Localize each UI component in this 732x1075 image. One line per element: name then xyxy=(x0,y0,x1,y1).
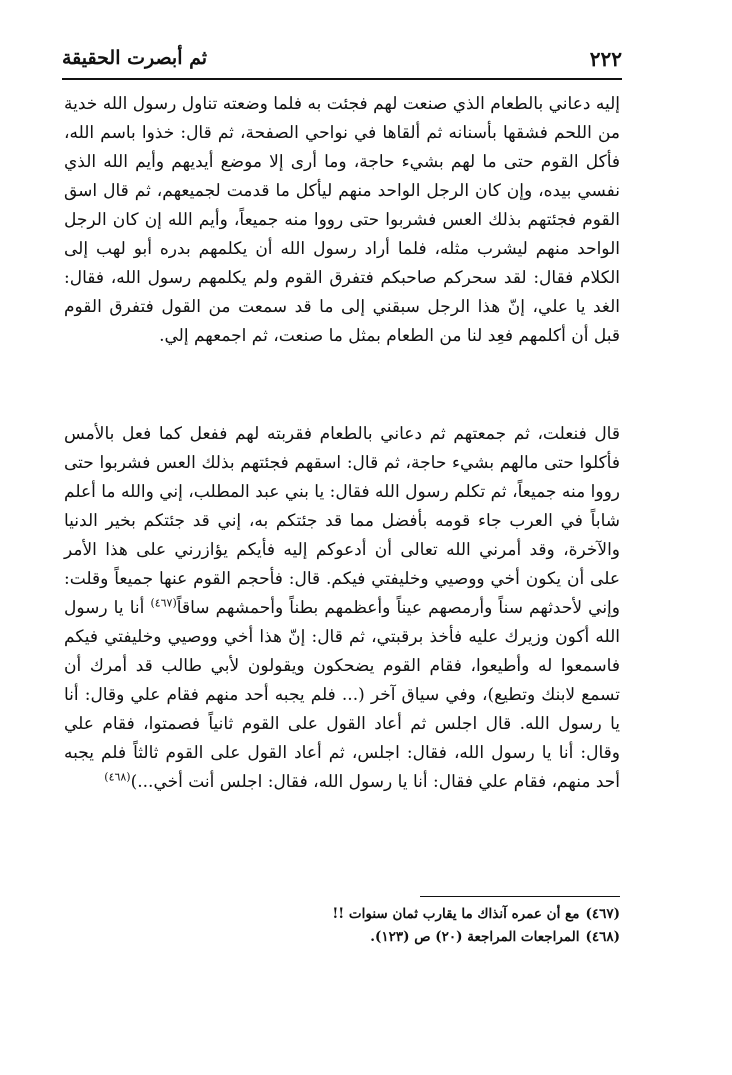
footnote-468 xyxy=(64,926,620,949)
paragraph-text xyxy=(64,420,620,797)
footnote-reference-467[interactable]: (٤٦٧) xyxy=(150,596,177,610)
page-header xyxy=(62,45,622,75)
footnotes xyxy=(64,903,620,949)
header-rule xyxy=(62,78,622,80)
footnote-467 xyxy=(64,903,620,926)
paragraph-segment: أنا يا رسول الله أكون وزيرك عليه فأخذ برقبتي، ثم قال: إنّ هذا أخي ووصيي وخليفتي فيكم فاسمعوا له وأطيعوا، فقام القوم يضحكون ويقولون لأبي طالب قد أمرك أن تسمع لابنك وتطيع)، وفي سياق آخر (... فلم يجبه أحد منهم فقام علي وقال: أنا يا رسول الله. قال اجلس ثم أعاد القول على القوم ثانياً فصمتوا، فقام علي وقال: أنا يا رسول الله، فقال: اجلس، ثم أعاد القول على القوم ثالثاً فلم يجبه أحد منهم، فقام علي فقال: أنا يا رسول الله، فقال: اجلس أنت أخي...) xyxy=(64,598,620,792)
footnote-number: (٤٦٧) xyxy=(585,906,620,922)
paragraph-segment: قال فنعلت، ثم جمعتهم ثم دعاني بالطعام فقربته لهم ففعل كما فعل بالأمس فأكلوا حتى مالهم بشيء حاجة، ثم قال: اسقهم فجئتهم بذلك العس فشربوا حتى رووا منه جميعاً، ثم تكلم رسول الله فقال: يا بني عبد المطلب، إني والله ما أعلم شاباً في العرب جاء قومه بأفضل مما قد جئتكم به، إني قد جئتكم بخير الدنيا والآخرة، وقد أمرني الله تعالى أن أدعوكم إليه فأيكم يؤازرني على هذا الأمر على أن يكون أخي ووصيي وخليفتي فيكم. قال: فأحجم القوم عنها جميعاً وقلت: وإني لأحدثهم سناً وأرمصهم عيناً وأعظمهم بطناً وأحمشهم ساقاً xyxy=(64,424,620,618)
footnote-text: مع أن عمره آنذاك ما يقارب ثمان سنوات !! xyxy=(332,906,580,922)
running-title: ثم أبصرت الحقيقة xyxy=(62,47,208,69)
footnote-text: المراجعات المراجعة (٢٠) ص (١٢٣). xyxy=(370,929,580,945)
footnote-reference-468[interactable]: (٤٦٨) xyxy=(104,770,131,784)
body-paragraph-2 xyxy=(64,420,620,797)
body-paragraph-1 xyxy=(64,90,620,351)
footnote-number: (٤٦٨) xyxy=(585,929,620,945)
footnote-separator xyxy=(420,896,620,897)
page-number: ٢٢٢ xyxy=(589,47,622,71)
paragraph-text: إليه دعاني بالطعام الذي صنعت لهم فجئت به فلما وضعته تناول رسول الله خدية من اللحم فشقها بأسنانه ثم ألقاها في نواحي الصفحة، ثم قال: خذوا باسم الله، فأكل القوم حتى ما لهم بشيء حاجة، وما أرى إلا موضع أيديهم وأيم الله الذي نفسي بيده، وإن كان الرجل الواحد منهم ليأكل ما قدمت لجميعهم، ثم قال اسق القوم فجئتهم بذلك العس فشربوا حتى رووا منه جميعاً، وأيم الله إن كان الرجل الواحد منهم ليشرب مثله، فلما أراد رسول الله أن يكلمهم بدره أبو لهب إلى الكلام فقال: لقد سحركم صاحبكم فتفرق القوم ولم يكلمهم رسول الله، فقال: الغد يا علي، إنّ هذا الرجل سبقني إلى ما قد سمعت من القول فتفرق القوم قبل أن أكلمهم فعِد لنا من الطعام بمثل ما صنعت، ثم اجمعهم إلي. xyxy=(64,94,620,346)
